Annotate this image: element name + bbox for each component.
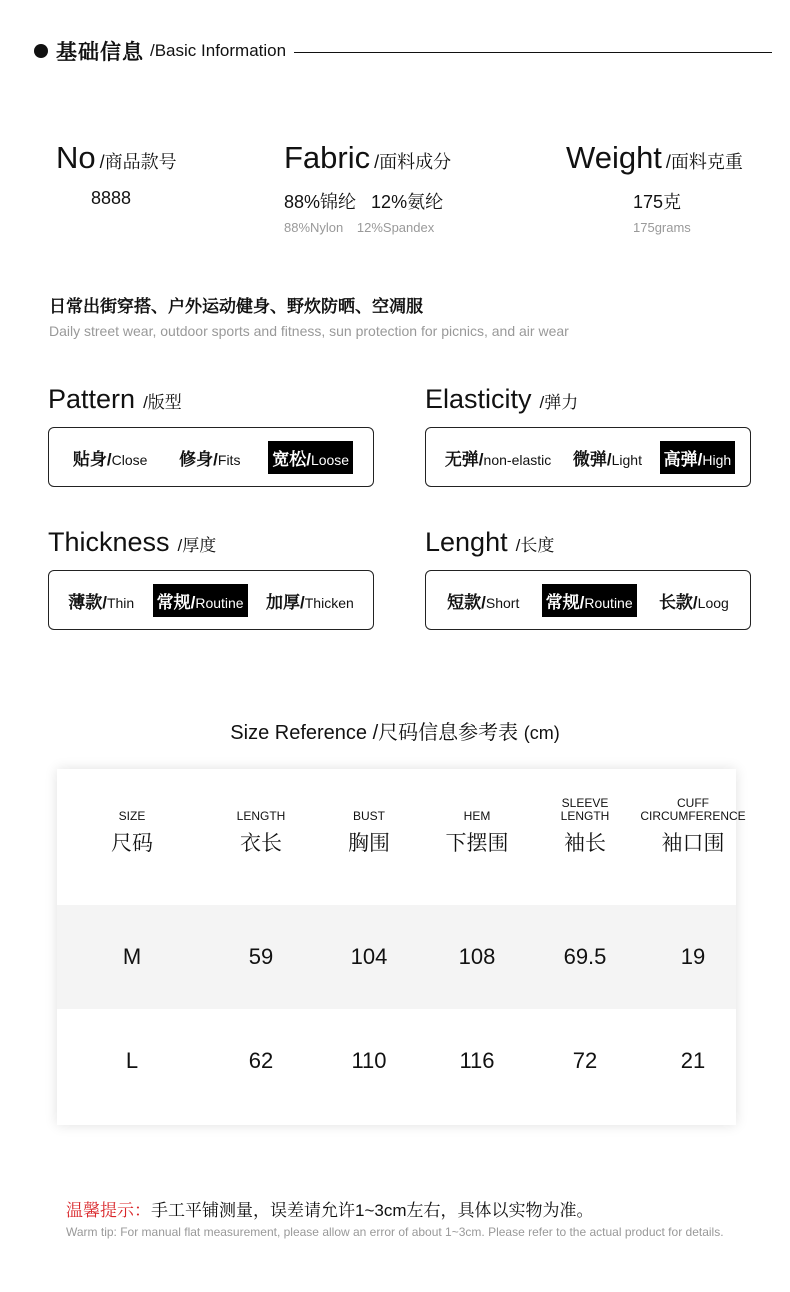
option-routine-selected: 常规/ Routine — [542, 584, 637, 617]
table-cell: 116 — [459, 1048, 495, 1073]
info-label-en: No — [56, 140, 96, 175]
tip-label: 温馨提示： — [66, 1201, 151, 1220]
info-sub: 175grams — [633, 220, 691, 235]
table-cell: 110 — [351, 1048, 387, 1073]
header-divider — [294, 52, 772, 53]
info-label-en: Fabric — [284, 140, 371, 175]
column-header-cuff: CUFF CIRCUMFERENCE 袖口围 — [640, 796, 746, 855]
info-label-cn: /面料成分 — [374, 152, 452, 172]
option-loose-selected: 宽松/ Loose — [268, 441, 353, 474]
attr-title-cn: /长度 — [515, 536, 555, 555]
option-long: 长款/ Loog — [658, 592, 729, 612]
table-cell: 104 — [350, 944, 388, 969]
header-title-cn: 基础信息 — [56, 41, 144, 64]
info-label-cn: /面料克重 — [665, 152, 743, 172]
attr-title-en: Thickness — [48, 527, 170, 557]
section-header — [34, 36, 772, 66]
column-header-hem: HEM 下摆围 — [445, 809, 509, 855]
usage-cn: 日常出街穿搭、户外运动健身、野炊防晒、空凋服 — [49, 297, 423, 316]
attr-options-box — [48, 570, 374, 630]
size-reference-title — [0, 716, 790, 745]
size-table — [57, 769, 746, 1125]
info-value: 88%锦纶 — [284, 192, 357, 212]
table-row — [57, 905, 736, 1009]
option-light: 微弹/ Light — [572, 449, 642, 469]
attr-title-en: Lenght — [425, 527, 508, 557]
table-cell: 69.5 — [563, 944, 607, 969]
attr-length — [425, 527, 751, 630]
option-short: 短款/ Short — [447, 592, 520, 612]
option-non-elastic: 无弹/ non-elastic — [444, 449, 552, 469]
table-cell: L — [125, 1048, 139, 1073]
attr-title-en: Pattern — [48, 384, 136, 414]
column-header-sleeve-length: SLEEVE LENGTH 袖长 — [560, 796, 610, 855]
option-thin: 薄款/ Thin — [68, 592, 135, 612]
table-cell: 72 — [572, 1048, 598, 1073]
info-value: 175克 — [633, 192, 682, 212]
option-thicken: 加厚/ Thicken — [266, 592, 354, 612]
info-fabric — [284, 140, 453, 235]
info-label-en: Weight — [566, 140, 662, 175]
usage-en: Daily street wear, outdoor sports and fitness, sun protection for picnics, and air wear — [49, 323, 569, 339]
table-cell: M — [122, 944, 142, 969]
size-title-text: Size Reference /尺码信息参考表 — [230, 722, 519, 744]
attr-title-en: Elasticity — [425, 384, 532, 414]
bullet-dot-icon — [34, 44, 48, 58]
info-sub: 12%Spandex — [356, 220, 435, 235]
attr-options-box — [425, 427, 751, 487]
attr-title-cn: /弹力 — [539, 393, 579, 412]
table-row — [57, 1009, 736, 1113]
info-weight — [566, 140, 743, 235]
table-cell: 19 — [680, 944, 706, 969]
attr-options-box — [48, 427, 374, 487]
table-cell: 59 — [248, 944, 274, 969]
column-header-size: SIZE 尺码 — [111, 809, 153, 855]
attr-elasticity — [425, 384, 751, 487]
column-header-length: LENGTH 衣长 — [236, 809, 286, 855]
option-fits: 修身/ Fits — [179, 449, 241, 469]
option-close: 贴身/ Close — [72, 449, 148, 469]
attr-thickness — [48, 527, 374, 630]
info-style-number — [56, 140, 177, 209]
option-high-selected: 高弹/ High — [660, 441, 736, 474]
header-title-en: /Basic Information — [150, 41, 287, 60]
info-label-cn: /商品款号 — [99, 152, 177, 172]
attr-title-cn: /厚度 — [177, 536, 217, 555]
warm-tip — [66, 1196, 724, 1239]
info-sub: 88%Nylon — [284, 220, 344, 235]
attr-title-cn: /版型 — [143, 393, 182, 412]
info-value: 8888 — [91, 188, 132, 208]
table-cell: 62 — [248, 1048, 274, 1073]
info-value: 12%氨纶 — [371, 192, 444, 212]
attr-options-box — [425, 570, 751, 630]
table-cell: 108 — [458, 944, 496, 969]
table-header — [57, 769, 746, 905]
table-cell: 21 — [680, 1048, 706, 1073]
size-unit: (cm) — [523, 723, 560, 743]
option-routine-selected: 常规/ Routine — [153, 584, 248, 617]
usage-description — [49, 292, 569, 339]
tip-en: Warm tip: For manual flat measurement, please allow an error of about 1~3cm. Please refer to the actual product for details. — [66, 1225, 724, 1239]
attr-pattern — [48, 384, 374, 487]
column-header-bust: BUST 胸围 — [348, 809, 390, 855]
tip-text: 手工平铺测量，误差请允许1~3cm左右，具体以实物为准。 — [151, 1201, 594, 1220]
